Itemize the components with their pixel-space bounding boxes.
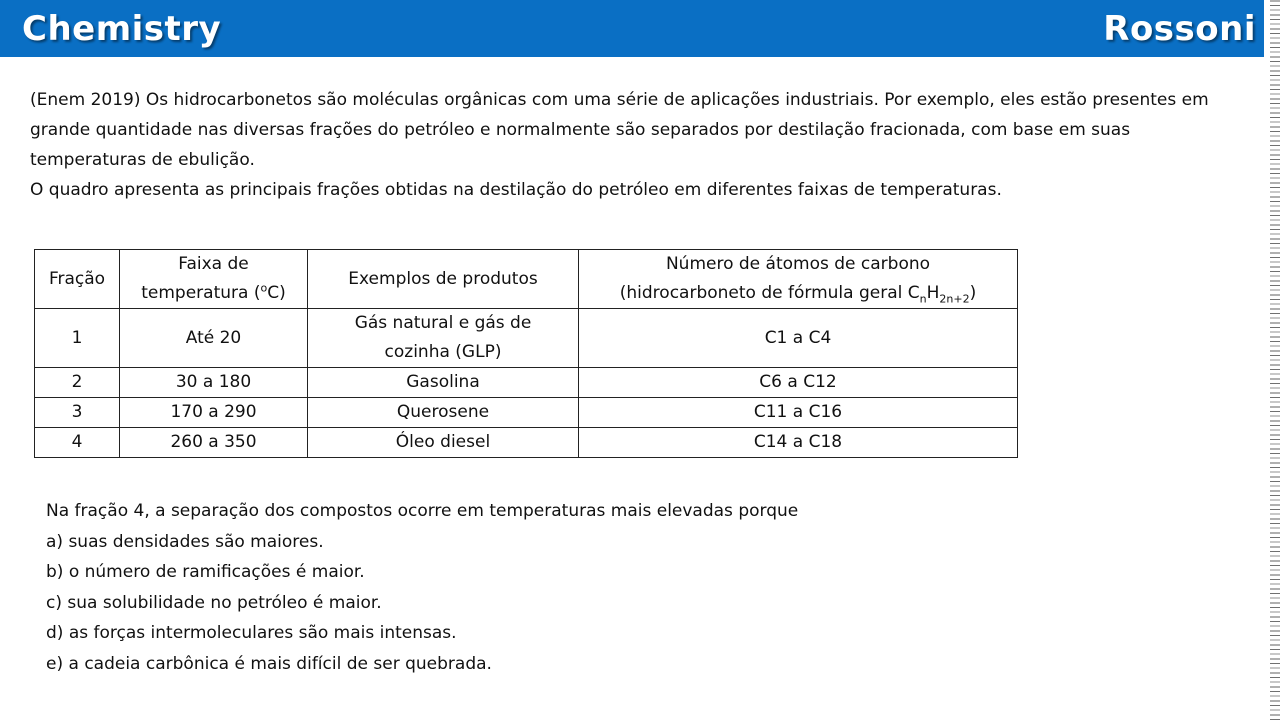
cell-fraction: 2 — [35, 368, 120, 398]
intro-paragraph-1: (Enem 2019) Os hidrocarbonetos são moléculas orgânicas com uma série de aplicações industriais. Por exemplo, eles estão presentes em grande quantidade nas diversas frações do petróleo e normalmente são separados por destilação fracionada, com base em suas temperaturas de ebulição. — [30, 90, 1209, 170]
header-temperature-line2-suffix: C) — [267, 283, 286, 303]
intro-text — [30, 85, 1250, 205]
header-temperature-line2-prefix: temperatura ( — [141, 283, 261, 303]
header-carbon-line2-prefix: (hidrocarboneto de fórmula geral C — [619, 283, 920, 303]
author-name: Rossoni — [1103, 9, 1256, 49]
header-bar — [0, 0, 1264, 57]
cell-fraction: 3 — [35, 398, 120, 428]
question-block — [46, 496, 1146, 679]
header-carbon-line1: Número de átomos de carbono — [665, 254, 931, 274]
cell-products-line1: Gás natural e gás de — [354, 313, 532, 333]
header-temperature — [120, 250, 308, 309]
cell-fraction: 4 — [35, 428, 120, 458]
header-temperature-line1: Faixa de — [178, 254, 249, 274]
petroleum-fractions-table — [34, 249, 1018, 458]
option-d: d) as forças intermoleculares são mais intensas. — [46, 623, 457, 643]
header-products-label: Exemplos de produtos — [348, 268, 538, 289]
formula-sub-2n2: 2n+2 — [939, 292, 970, 306]
header-products — [308, 250, 579, 309]
degree-symbol: o — [260, 281, 268, 295]
table-header-row — [35, 250, 1018, 309]
option-b: b) o número de ramificações é maior. — [46, 562, 365, 582]
question-stem: Na fração 4, a separação dos compostos ocorre em temperaturas mais elevadas porque — [46, 501, 799, 521]
cell-products: Gasolina — [308, 368, 579, 398]
cell-products: Querosene — [308, 398, 579, 428]
cell-fraction: 1 — [35, 309, 120, 368]
table-row — [35, 368, 1018, 398]
header-carbon-line2-suffix: ) — [969, 283, 977, 303]
cell-products-line2: cozinha (GLP) — [384, 342, 502, 362]
header-fraction — [35, 250, 120, 309]
cell-temperature: 30 a 180 — [120, 368, 308, 398]
table-row — [35, 428, 1018, 458]
header-fraction-label: Fração — [48, 268, 106, 289]
table-row — [35, 398, 1018, 428]
option-e: e) a cadeia carbônica é mais difícil de ser quebrada. — [46, 653, 492, 674]
cell-temperature: Até 20 — [120, 309, 308, 368]
subject-title: Chemistry — [22, 9, 222, 49]
intro-paragraph-2: O quadro apresenta as principais frações obtidas na destilação do petróleo em diferentes faixas de temperaturas. — [30, 180, 1002, 200]
cell-carbon: C11 a C16 — [579, 398, 1018, 428]
formula-h: H — [926, 283, 940, 303]
table-row — [35, 309, 1018, 368]
cell-products: Óleo diesel — [308, 428, 579, 458]
cell-carbon: C1 a C4 — [579, 309, 1018, 368]
option-a: a) suas densidades são maiores. — [46, 531, 324, 552]
cell-temperature: 260 a 350 — [120, 428, 308, 458]
edge-strip-decoration — [1270, 0, 1280, 720]
cell-temperature: 170 a 290 — [120, 398, 308, 428]
formula-sub-n: n — [919, 292, 927, 306]
cell-carbon: C14 a C18 — [579, 428, 1018, 458]
cell-products — [308, 309, 579, 368]
header-carbon-atoms — [579, 250, 1018, 309]
option-c: c) sua solubilidade no petróleo é maior. — [46, 592, 382, 613]
cell-carbon: C6 a C12 — [579, 368, 1018, 398]
